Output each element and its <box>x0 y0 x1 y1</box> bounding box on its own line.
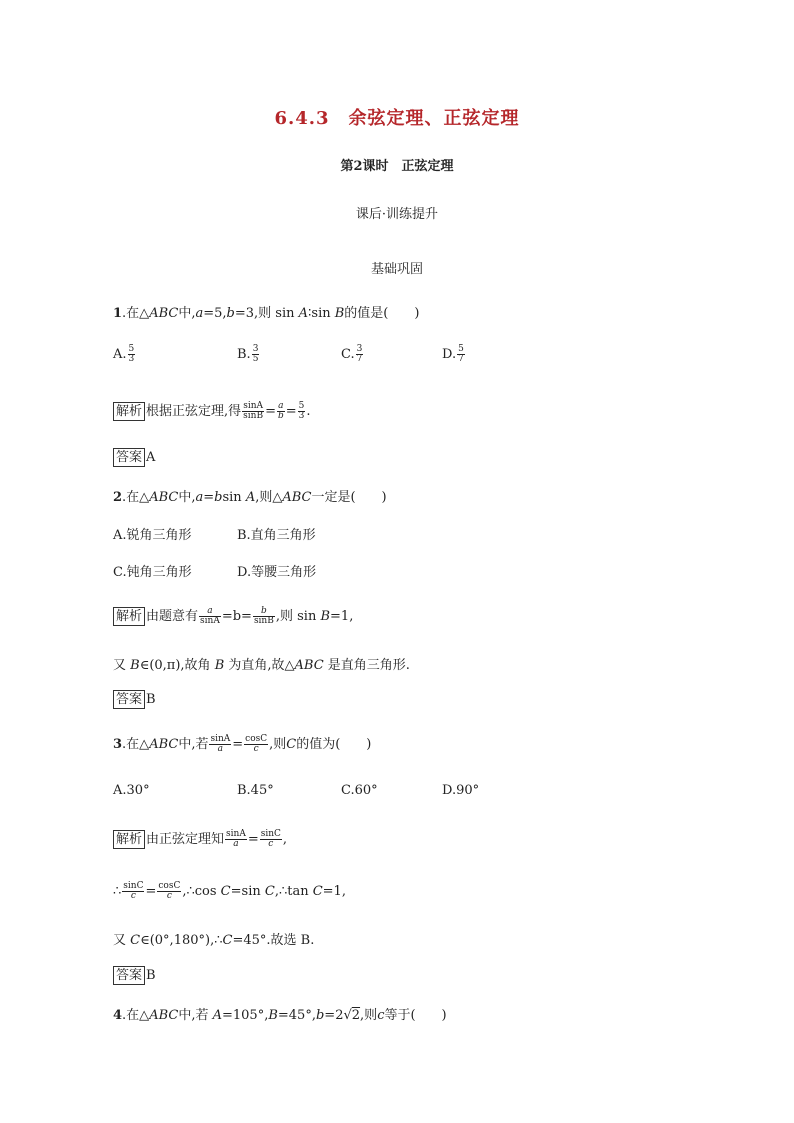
q-text: =5, <box>203 306 227 321</box>
analysis-text: =45°.故选 B. <box>232 933 315 948</box>
numerator: sinC <box>123 881 144 891</box>
analysis-text: =1, <box>322 884 346 899</box>
option-c <box>341 345 364 364</box>
denominator: c <box>253 744 259 754</box>
numerator: sinC <box>260 829 281 839</box>
q-text: 的值为( ) <box>296 737 372 752</box>
numerator: 5 <box>458 344 464 354</box>
q-text: 一定是( ) <box>311 490 387 505</box>
analysis-2-line-2 <box>113 654 410 673</box>
analysis-text: 根据正弦定理,得 <box>146 404 242 419</box>
q-text: .在△ <box>122 306 150 321</box>
analysis-text: 为直角,故△ <box>224 658 295 673</box>
question-number: 1 <box>113 306 123 321</box>
analysis-3-line-3 <box>113 929 314 948</box>
q-text: 中, <box>178 306 196 321</box>
numerator: cosC <box>158 881 181 891</box>
numerator: sinA <box>226 829 246 839</box>
question-2 <box>113 486 387 505</box>
q-text: =105°, <box>221 1008 269 1023</box>
q-var: A <box>245 490 256 505</box>
analysis-text: 又 <box>113 658 131 673</box>
option-d: D.等腰三角形 <box>237 565 317 580</box>
option-b <box>237 345 260 364</box>
q-var: B <box>214 658 225 673</box>
q-text: =45°, <box>277 1008 316 1023</box>
q-var: ABC <box>149 737 179 752</box>
q-text: 中,若 <box>178 737 209 752</box>
answer-value: B <box>146 692 156 707</box>
lesson-subtitle: 第2课时 正弦定理 <box>340 159 454 174</box>
fraction <box>242 402 264 421</box>
q-var: B <box>268 1008 278 1023</box>
q-var: c <box>377 1008 385 1023</box>
q-var: ABC <box>149 1008 179 1023</box>
answer-value: A <box>146 450 156 465</box>
analysis-label: 解析 <box>113 830 145 849</box>
numerator: cosC <box>245 734 268 744</box>
analysis-3-line-2 <box>113 882 346 901</box>
denominator: 7 <box>458 354 464 364</box>
option-c: C.钝角三角形 <box>113 565 192 580</box>
q-var: a <box>195 490 204 505</box>
q-var: C <box>286 737 297 752</box>
analysis-text: 由题意有 <box>146 609 199 624</box>
fraction <box>122 882 144 901</box>
option-label: C. <box>341 347 355 362</box>
therefore-symbol: ∴ <box>113 884 122 899</box>
q-text: 中, <box>178 490 196 505</box>
option-a <box>113 345 136 364</box>
analysis-text: ,∴tan <box>274 884 313 899</box>
numerator: a <box>278 401 284 411</box>
denominator: c <box>268 839 274 849</box>
question-1 <box>113 302 419 321</box>
fraction <box>260 830 282 849</box>
q-var: C <box>130 933 141 948</box>
section-heading-practice: 课后·训练提升 <box>355 207 439 222</box>
option-label: B. <box>237 347 251 362</box>
q-var: a <box>195 306 204 321</box>
numerator: 3 <box>252 344 259 354</box>
option-label: D. <box>442 347 457 362</box>
equals: = <box>247 832 259 847</box>
q-text: .在△ <box>122 1008 150 1023</box>
equals: = <box>265 404 276 419</box>
q-var: C <box>220 884 231 899</box>
analysis-text: , <box>282 832 288 847</box>
analysis-2 <box>113 605 353 626</box>
answer-2 <box>113 690 156 709</box>
numerator: 5 <box>128 344 135 354</box>
q-var: A <box>212 1008 222 1023</box>
sqrt-radicand: 2 <box>351 1008 361 1023</box>
q-text: ,则 <box>269 737 287 752</box>
q-text: = <box>203 490 215 505</box>
q-var: b <box>214 490 223 505</box>
denominator: sinB <box>243 411 264 421</box>
analysis-label: 解析 <box>113 402 145 421</box>
analysis-text: =sin <box>230 884 265 899</box>
sqrt-icon: √ <box>343 1008 352 1023</box>
fraction <box>252 345 260 364</box>
q-var: ABC <box>282 490 312 505</box>
analysis-text: ∈(0°,180°),∴ <box>140 933 223 948</box>
q-text: .在△ <box>122 490 150 505</box>
q-var: A <box>298 306 309 321</box>
option-b: B.直角三角形 <box>237 528 316 543</box>
denominator: b <box>277 411 284 421</box>
numerator: 5 <box>298 401 305 411</box>
analysis-text: ∈(0,π),故角 <box>139 658 215 673</box>
denominator: c <box>130 891 136 901</box>
answer-value: B <box>146 968 156 983</box>
numerator: a <box>199 607 221 617</box>
analysis-text: =1, <box>330 609 354 624</box>
section-heading-basic: 基础巩固 <box>370 262 423 277</box>
numerator: 3 <box>356 344 363 354</box>
period: . <box>306 404 311 419</box>
option-a: A.锐角三角形 <box>113 528 192 543</box>
q-var: ABC <box>149 306 179 321</box>
equals: = <box>285 404 297 419</box>
answer-label: 答案 <box>113 448 145 467</box>
fraction <box>457 345 465 364</box>
denominator: 3 <box>298 411 305 421</box>
q-text: 中,若 <box>178 1008 213 1023</box>
answer-label: 答案 <box>113 690 145 709</box>
fraction <box>157 882 181 901</box>
analysis-text: 由正弦定理知 <box>146 832 225 847</box>
option-a: A.30° <box>113 783 150 798</box>
analysis-text: ,则 sin <box>275 609 321 624</box>
q-text: =3,则 sin <box>234 306 299 321</box>
fraction <box>209 735 231 754</box>
q-var: B <box>320 609 331 624</box>
analysis-text: 又 <box>113 933 131 948</box>
q-text: 等于( ) <box>384 1008 447 1023</box>
denominator: 5 <box>252 354 259 364</box>
denominator: c <box>166 891 172 901</box>
fraction <box>225 830 247 849</box>
option-c: C.60° <box>341 783 378 798</box>
option-d <box>442 345 466 364</box>
q-text: .在△ <box>122 737 150 752</box>
fraction <box>277 402 285 421</box>
question-3 <box>113 733 371 754</box>
numerator: sinA <box>243 401 264 411</box>
q-var: b <box>315 1008 325 1023</box>
q-var: B <box>334 306 345 321</box>
option-d: D.90° <box>442 783 480 798</box>
equals: = <box>145 884 157 899</box>
q-var: ABC <box>294 658 324 673</box>
analysis-text: ,∴cos <box>182 884 221 899</box>
denominator: 7 <box>356 354 363 364</box>
fraction <box>253 607 275 626</box>
q-text: =2 <box>324 1008 344 1023</box>
fraction <box>128 345 136 364</box>
answer-3 <box>113 966 156 985</box>
q-text: ∶sin <box>308 306 335 321</box>
fraction <box>199 607 221 626</box>
q-var: C <box>264 884 275 899</box>
answer-label: 答案 <box>113 966 145 985</box>
question-number: 3 <box>113 737 123 752</box>
analysis-label: 解析 <box>113 607 145 626</box>
equals: = <box>232 737 244 752</box>
q-text: ,则 <box>360 1008 378 1023</box>
question-number: 2 <box>113 490 123 505</box>
q-text: 的值是( ) <box>344 306 420 321</box>
question-number: 4 <box>113 1008 123 1023</box>
analysis-text: =b= <box>221 609 252 624</box>
denominator: a <box>233 839 239 849</box>
q-var: C <box>222 933 233 948</box>
question-4 <box>113 1004 447 1023</box>
fraction <box>298 402 306 421</box>
q-text: sin <box>222 490 246 505</box>
fraction <box>244 735 268 754</box>
denominator: 3 <box>128 354 135 364</box>
analysis-text: 是直角三角形. <box>323 658 410 673</box>
analysis-3 <box>113 828 287 849</box>
q-var: ABC <box>149 490 179 505</box>
option-b: B.45° <box>237 783 274 798</box>
option-label: A. <box>113 347 127 362</box>
q-var: b <box>226 306 235 321</box>
q-var: B <box>130 658 140 673</box>
denominator: a <box>217 744 224 754</box>
numerator: b <box>253 607 275 617</box>
denominator: sinA <box>200 616 220 626</box>
fraction <box>356 345 364 364</box>
q-text: ,则△ <box>255 490 283 505</box>
q-var: C <box>312 884 323 899</box>
page-title: 6.4.3 余弦定理、正弦定理 <box>274 108 520 129</box>
answer-1 <box>113 448 155 467</box>
denominator: sinB <box>253 616 274 626</box>
numerator: sinA <box>210 734 231 744</box>
analysis-1 <box>113 400 311 421</box>
